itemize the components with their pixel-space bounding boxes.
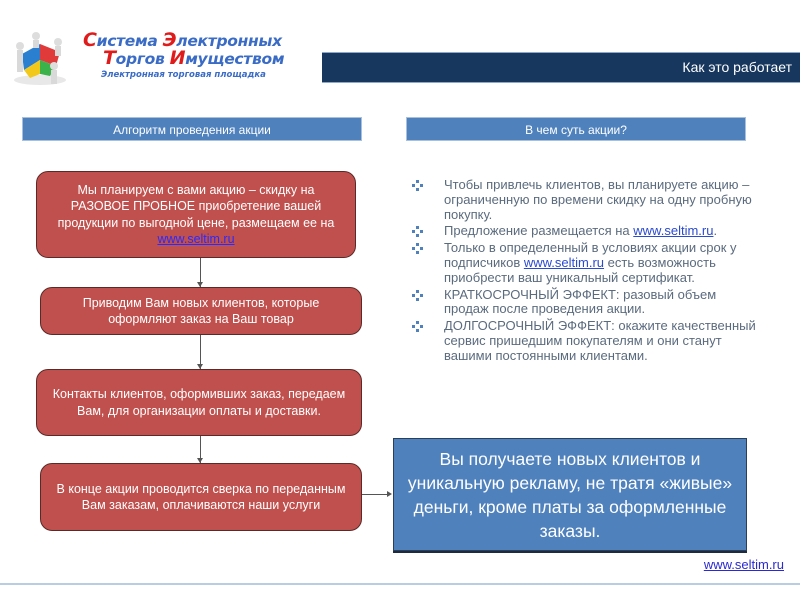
logo xyxy=(83,29,313,80)
list-item xyxy=(412,319,757,363)
diamond-bullet-icon xyxy=(412,321,423,332)
logo-cap-letter: И xyxy=(169,47,186,69)
bullet-text: Только в определенный в условиях акции срок у подписчиков xyxy=(444,240,737,270)
bullet-text: Чтобы привлечь клиентов, вы планируете акцию – ограниченную по времени скидку на одну пробную покупку. xyxy=(444,177,752,222)
logo-cap-letter: Т xyxy=(103,47,116,69)
flow-step-2-text: Приводим Вам новых клиентов, которые оформляют заказ на Ваш товар xyxy=(82,295,320,326)
flow-step-2 xyxy=(40,287,362,335)
header-bar xyxy=(322,52,800,83)
logo-puzzle-graphic xyxy=(10,30,70,88)
list-item xyxy=(412,241,757,285)
list-item xyxy=(412,288,757,318)
bullet-text: ДОЛГОСРОЧНЫЙ ЭФФЕКТ: окажите качественный сервис пришедшим покупателям и они станут вашими постоянными клиентами. xyxy=(444,318,756,363)
seltim-link[interactable]: www.seltim.ru xyxy=(523,254,605,270)
bullet-text: есть возможность приобрести ваш уникальный сертификат. xyxy=(444,254,716,285)
logo-cap-letter: Э xyxy=(162,29,177,51)
seltim-link[interactable]: www.seltim.ru xyxy=(157,232,235,246)
logo-word: истема xyxy=(96,32,163,50)
diamond-bullet-icon xyxy=(412,180,423,191)
essence-bullet-list xyxy=(412,178,757,366)
essence-section-header: В чем суть акции? xyxy=(406,117,746,141)
footer-seltim-link[interactable]: www.seltim.ru xyxy=(703,557,784,572)
diamond-bullet-icon xyxy=(412,290,423,301)
result-callout xyxy=(393,438,747,551)
connector-line xyxy=(362,494,390,495)
flow-step-3-text: Контакты клиентов, оформивших заказ, передаем Вам, для организации оплаты и доставки. xyxy=(52,387,346,418)
flow-step-4 xyxy=(40,463,362,531)
result-text: Вы получаете новых клиентов и уникальную рекламу, не тратя «живые» деньги, кроме платы за оформленные заказы. xyxy=(407,448,733,541)
page-title: Как это работает xyxy=(682,59,792,75)
bullet-text: . xyxy=(713,223,718,239)
bullet-text: Предложение размещается на xyxy=(444,223,634,239)
flow-step-1-text: Мы планируем с вами акцию – скидку на РАЗОВОЕ ПРОБНОЕ приобретение вашей продукции по выгодной цене, размещаем ее на xyxy=(57,182,335,230)
logo-subtitle: Электронная торговая площадка xyxy=(101,70,266,80)
list-item xyxy=(412,178,757,222)
flow-step-1 xyxy=(36,171,356,258)
seltim-link[interactable]: www.seltim.ru xyxy=(633,223,714,239)
flow-step-4-text: В конце акции проводится сверка по переданным Вам заказам, оплачиваются наши услуги xyxy=(56,481,346,512)
logo-word: лектронных xyxy=(176,32,282,50)
logo-word: оргов xyxy=(115,50,170,68)
arrow-right-icon xyxy=(387,491,392,497)
footer-divider xyxy=(0,583,800,585)
logo-title-line1 xyxy=(83,29,313,51)
algorithm-section-header: Алгоритм проведения акции xyxy=(22,117,362,141)
flow-step-text xyxy=(47,182,345,248)
flow-step-3 xyxy=(36,369,362,436)
bullet-text: КРАТКОСРОЧНЫЙ ЭФФЕКТ: разовый объем продаж после проведения акции. xyxy=(444,286,717,317)
list-item xyxy=(412,224,757,239)
diamond-bullet-icon xyxy=(412,226,423,237)
logo-word: муществом xyxy=(185,50,285,68)
diamond-bullet-icon xyxy=(412,243,423,254)
logo-title-line2 xyxy=(83,47,313,69)
logo-cap-letter: С xyxy=(83,29,97,51)
